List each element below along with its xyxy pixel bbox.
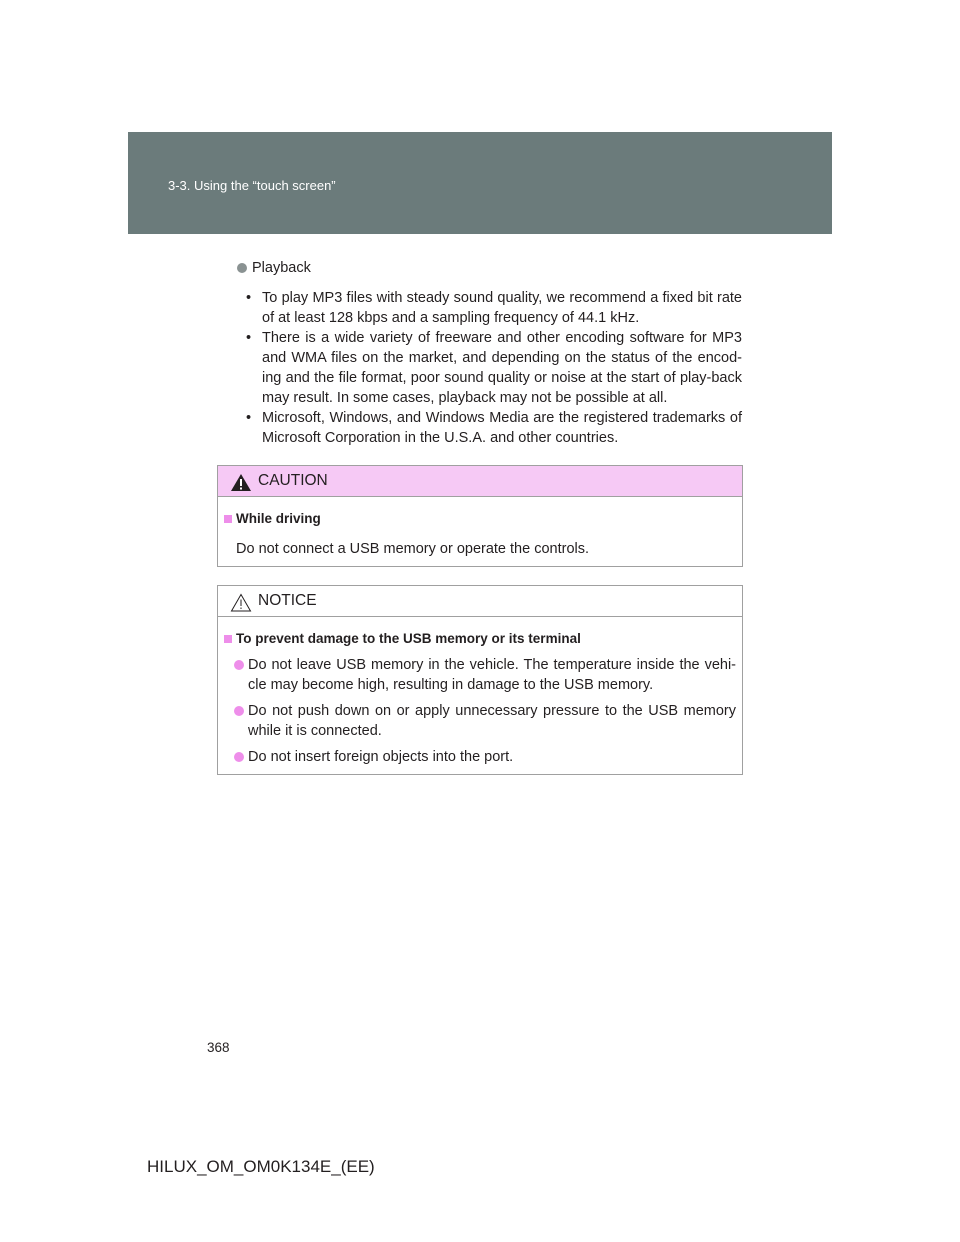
bullet-dot-icon [234,660,244,670]
notice-header [218,586,742,617]
notice-heading: To prevent damage to the USB memory or its terminal [224,629,736,649]
list-item: Do not push down on or apply unnecessary pressure to the USB memory while it is connected. [224,701,736,741]
list-item: Do not insert foreign objects into the port. [224,747,736,767]
document-code: HILUX_OM_OM0K134E_(EE) [147,1157,375,1176]
page-number: 368 [207,1040,230,1055]
caution-heading: While driving [224,509,736,529]
notice-body [218,617,742,767]
bullet-dot-icon [234,752,244,762]
caution-header [218,466,742,497]
list-item: • To play MP3 files with steady sound quality, we recommend a fixed bit rate of at least 128 kbps and a sampling frequency of 44.1 kHz. [246,290,742,326]
notice-warning-icon [230,593,252,617]
playback-heading [236,258,742,278]
square-bullet-icon [224,635,232,643]
list-item: • There is a wide variety of freeware and other encoding software for MP3 and WMA files on the market, and depending on the status of the encod-ing and the file format, poor sound quality or noise at the start of play-back may result. In some cases, playback may not be possible at all. [246,330,742,406]
playback-list [246,288,742,448]
caution-label: CAUTION [258,472,328,489]
section-header [128,132,832,234]
square-bullet-icon [224,515,232,523]
list-item: • Microsoft, Windows, and Windows Media are the registered trademarks of Microsoft Corporation in the U.S.A. and other countries. [246,410,742,446]
caution-text: Do not connect a USB memory or operate the controls. [236,541,590,557]
warning-icon [230,473,252,497]
list-item: Do not leave USB memory in the vehicle. The temperature inside the vehi-cle may become high, resulting in damage to the USB memory. [224,655,736,695]
notice-label: NOTICE [258,592,317,609]
bullet-dot-icon [234,706,244,716]
playback-title: Playback [252,260,311,276]
playback-section [236,258,742,448]
section-title: 3-3. Using the “touch screen” [168,178,336,193]
notice-box [217,585,743,775]
caution-box [217,465,743,567]
bullet-dot-icon [237,263,247,273]
caution-body [218,497,742,559]
